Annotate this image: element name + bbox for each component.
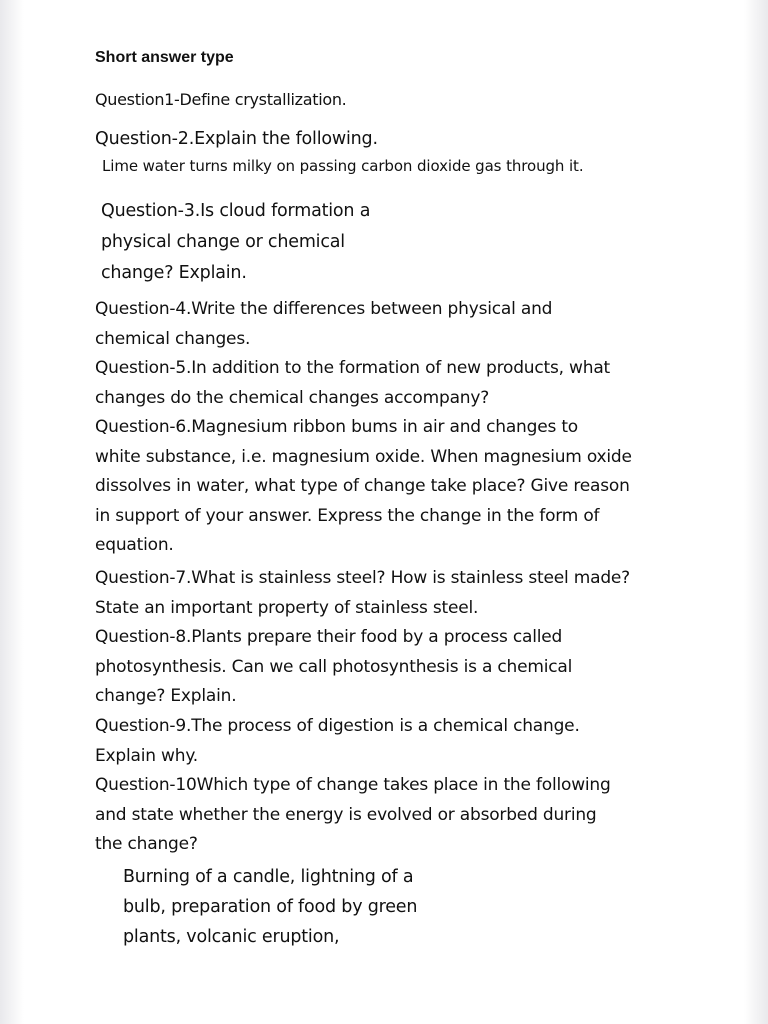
question-1: Question1-Define crystallization. xyxy=(95,90,347,109)
question-6-line: in support of your answer. Express the change in the form of xyxy=(95,505,600,526)
question-5-line: changes do the chemical changes accompany? xyxy=(95,387,490,408)
question-10-items xyxy=(123,862,417,952)
question-8-line: Question-8.Plants prepare their food by a process called xyxy=(95,627,563,647)
question-8-line: change? Explain. xyxy=(95,686,237,706)
question-4-line: chemical changes. xyxy=(95,328,251,349)
question-3-line: change? Explain. xyxy=(101,263,247,283)
question-10-item-line: bulb, preparation of food by green xyxy=(123,897,418,917)
question-4 xyxy=(95,295,552,354)
question-4-line: Question-4.Write the differences between physical and xyxy=(95,299,553,319)
question-3-line: Question-3.Is cloud formation a xyxy=(101,201,371,221)
question-10 xyxy=(95,771,611,860)
question-8-line: photosynthesis. Can we call photosynthesis is a chemical xyxy=(95,656,573,677)
question-8 xyxy=(95,623,572,712)
question-6-line: equation. xyxy=(95,535,174,555)
question-10-line: Question-10Which type of change takes place in the following xyxy=(95,775,611,795)
page-edge-right xyxy=(744,0,768,1024)
question-10-line: the change? xyxy=(95,834,198,854)
question-5-line: Question-5.In addition to the formation of new products, what xyxy=(95,358,611,378)
question-7-line: Question-7.What is stainless steel? How is stainless steel made? xyxy=(95,568,631,588)
question-5 xyxy=(95,354,610,413)
question-6 xyxy=(95,413,632,561)
question-10-line: and state whether the energy is evolved or absorbed during xyxy=(95,804,597,825)
question-3 xyxy=(101,196,370,289)
question-7-line: State an important property of stainless steel. xyxy=(95,597,479,618)
question-9-line: Question-9.The process of digestion is a chemical change. xyxy=(95,716,580,736)
question-2-title: Question-2.Explain the following. xyxy=(95,129,378,149)
question-6-line: Question-6.Magnesium ribbon bums in air and changes to xyxy=(95,417,578,437)
question-3-line: physical change or chemical xyxy=(101,232,345,252)
question-10-item-line: plants, volcanic eruption, xyxy=(123,927,340,947)
question-7 xyxy=(95,564,630,623)
page-edge-left xyxy=(0,0,24,1024)
question-9-line: Explain why. xyxy=(95,745,198,766)
section-heading: Short answer type xyxy=(95,49,234,66)
question-6-line: dissolves in water, what type of change take place? Give reason xyxy=(95,476,630,496)
question-2-statement: Lime water turns milky on passing carbon dioxide gas through it. xyxy=(102,157,584,175)
question-9 xyxy=(95,712,580,771)
question-6-line: white substance, i.e. magnesium oxide. When magnesium oxide xyxy=(95,446,632,467)
question-10-item-line: Burning of a candle, lightning of a xyxy=(123,867,414,887)
